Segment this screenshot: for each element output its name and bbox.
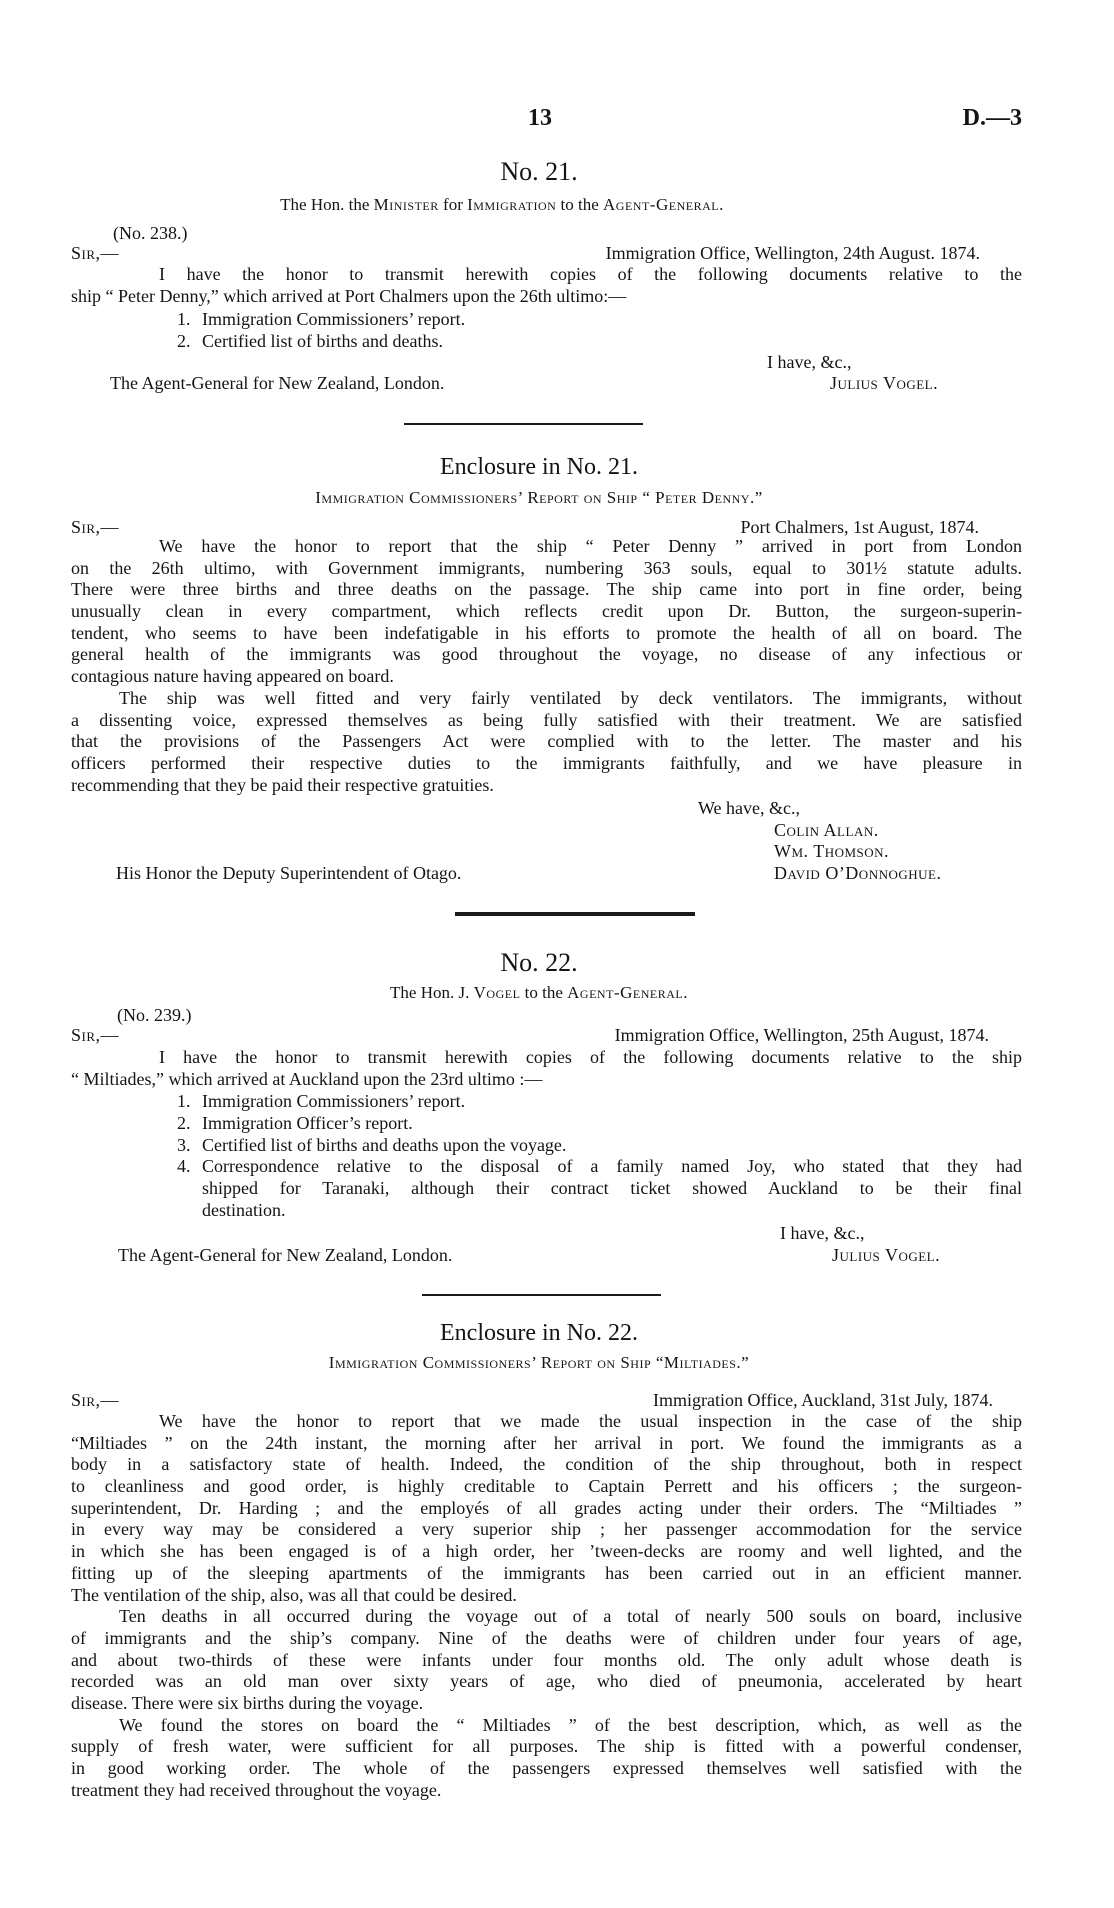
document-list-no22 [177, 1091, 1022, 1222]
text-line: We found the stores on board the “ Miltiades ” of the best description, which, as well as the [119, 1714, 1022, 1735]
list-item-text: Correspondence relative to the disposal of a family named Joy, who stated that they had [202, 1156, 1022, 1177]
list-item-text: Immigration Officer’s report. [202, 1112, 413, 1133]
list-item-text: Immigration Commissioners’ report. [202, 309, 466, 329]
text-line: fitting up of the sleeping apartments of the immigrants has been carried out in an efficient manner. [71, 1562, 1022, 1583]
list-item [177, 1156, 1022, 1221]
closing: I have, &c., [767, 352, 852, 372]
subtitle-part: for [438, 195, 468, 214]
list-item [177, 309, 1022, 331]
paragraph [71, 1411, 1022, 1606]
list-item [177, 1135, 1022, 1157]
letter-ref-no22: (No. 239.) [117, 1005, 192, 1025]
list-item-number: 1. [177, 1091, 191, 1111]
salutation: Sir,— [71, 1390, 120, 1410]
subtitle-part: Minister [373, 195, 439, 214]
list-item [177, 1113, 1022, 1135]
text-line: in every way may be considered a very superior ship ; her passenger accommodation for the service [71, 1519, 1022, 1540]
dateline: Immigration Office, Wellington, 25th August, 1874. [614, 1025, 989, 1045]
letter-subtitle-no21 [71, 194, 933, 216]
list-item-number: 3. [177, 1134, 191, 1155]
paragraph [71, 1047, 1022, 1090]
report-body-enc22 [71, 1411, 1022, 1801]
text-line: recorded was an old man over sixty years of age, who died of pneumonia, accelerated by heart [71, 1671, 1022, 1692]
list-item-text: Certified list of births and deaths upon the voyage. [202, 1134, 567, 1155]
dateline: Port Chalmers, 1st August, 1874. [740, 517, 979, 537]
subtitle-part: Vogel [473, 983, 521, 1002]
letter-body-no21 [71, 264, 1022, 307]
text-line: a dissenting voice, expressed themselves as being fully satisfied with their treatment. We are satisfied [71, 709, 1022, 730]
letter-title-no21: No. 21. [500, 157, 578, 186]
text-line: unusually clean in every compartment, which reflects credit upon Dr. Button, the surgeon-superin- [71, 601, 1022, 622]
paragraph [71, 1715, 1022, 1802]
salutation: Sir,— [71, 517, 120, 537]
enclosure-title-no22: Enclosure in No. 22. [440, 1320, 638, 1346]
text-line: I have the honor to transmit herewith copies of the following documents relative to the ship [159, 1047, 1022, 1067]
text-line: contagious nature having appeared on board. [71, 666, 394, 687]
subtitle-part: Immigration Commissioners’ Report [328, 1353, 593, 1372]
text-line: recommending that they be paid their respective gratuities. [71, 774, 494, 795]
subtitle-part: Immigration Commissioners’ Report [315, 488, 579, 507]
signatory: Colin Allan. [774, 820, 879, 840]
salutation: Sir,— [71, 1025, 120, 1045]
enclosure-subtitle-no22 [71, 1352, 1007, 1374]
closing: We have, &c., [698, 798, 801, 818]
paragraph [71, 264, 1022, 307]
text-line: in which she has been engaged is of a high order, her ’tween-decks are roomy and well lighted, and the [71, 1541, 1022, 1562]
list-item-number: 2. [177, 330, 191, 351]
text-line: We have the honor to report that the ship “ Peter Denny ” arrived in port from London [159, 536, 1022, 556]
list-item [177, 1091, 1022, 1113]
subtitle-part: to the [520, 983, 568, 1002]
text-line: Ten deaths in all occurred during the voyage out of a total of nearly 500 souls on board, inclusive [119, 1606, 1022, 1627]
list-item-number: 2. [177, 1112, 191, 1133]
text-line: There were three births and three deaths on the passage. The ship came into port in fine order, being [71, 579, 1022, 600]
text-line: We have the honor to report that we made the usual inspection in the case of the ship [159, 1411, 1022, 1431]
signatory: David O’Donnoghue. [774, 863, 942, 883]
text-line: disease. There were six births during the voyage. [71, 1692, 424, 1713]
list-item-text: Immigration Commissioners’ report. [202, 1091, 466, 1111]
enclosure-title-no21: Enclosure in No. 21. [440, 454, 638, 480]
document-reference: D.—3 [962, 105, 1022, 131]
list-item-number: 1. [177, 309, 191, 329]
section-divider-thick [455, 912, 695, 916]
text-line: in good working order. The whole of the passengers expressed themselves well satisfied with the [71, 1758, 1022, 1778]
subtitle-part: on Ship “ Peter Denny.” [578, 488, 763, 507]
text-line: officers performed their respective duties to the immigrants faithfully, and we have pleasure in [71, 752, 1022, 773]
dateline: Immigration Office, Wellington, 24th August. 1874. [605, 243, 980, 263]
paragraph [71, 1606, 1022, 1714]
text-line: that the provisions of the Passengers Act were complied with to the letter. The master and his [71, 731, 1022, 752]
text-line: I have the honor to transmit herewith copies of the following documents relative to the [159, 264, 1022, 284]
section-divider [422, 1294, 661, 1296]
enclosure-subtitle-no21 [71, 487, 1007, 509]
text-line: “ Miltiades,” which arrived at Auckland upon the 23rd ultimo :— [71, 1068, 543, 1089]
text-line: on the 26th ultimo, with Government immigrants, numbering 363 souls, equal to 301½ statute adults. [71, 557, 1022, 578]
closing: I have, &c., [780, 1223, 865, 1243]
text-line: treatment they had received throughout the voyage. [71, 1779, 442, 1800]
document-list-no21 [177, 309, 1022, 353]
text-line: and about two-thirds of these were infants under four months old. The only adult whose death is [71, 1649, 1022, 1670]
text-line: The ship was well fitted and very fairly ventilated by deck ventilators. The immigrants, without [119, 687, 1022, 708]
text-line: body in a satisfactory state of health. Indeed, the condition of the ship throughout, both in respect [71, 1454, 1022, 1475]
subtitle-part: to the [556, 195, 604, 214]
list-item-number: 4. [177, 1156, 191, 1177]
text-line: supply of fresh water, were sufficient for all purposes. The ship is fitted with a powerful condenser, [71, 1736, 1022, 1757]
letter-ref-no21: (No. 238.) [113, 223, 188, 243]
list-item-text: destination. [202, 1199, 286, 1220]
addressee: His Honor the Deputy Superintendent of Otago. [116, 863, 462, 883]
letter-subtitle-no22 [71, 982, 1007, 1004]
paragraph [71, 688, 1022, 796]
text-line: The ventilation of the ship, also, was all that could be desired. [71, 1584, 517, 1605]
subtitle-part: on Ship “Miltiades.” [592, 1353, 750, 1372]
page-number: 13 [528, 105, 552, 131]
list-item-text: Certified list of births and deaths. [202, 330, 443, 351]
list-item-text: shipped for Taranaki, although their contract ticket showed Auckland to be their final [202, 1178, 1022, 1199]
subtitle-part: Immigration [467, 195, 557, 214]
list-item [177, 331, 1022, 353]
text-line: ship “ Peter Denny,” which arrived at Port Chalmers upon the 26th ultimo:— [71, 285, 627, 306]
subtitle-part: The Hon. the [280, 195, 374, 214]
subtitle-part: The Hon. J. [390, 983, 474, 1002]
text-line: to cleanliness and good order, is highly creditable to Captain Perrett and his officers ; the surgeon- [71, 1476, 1022, 1497]
signature: Julius Vogel. [830, 373, 939, 393]
text-line: of immigrants and the ship’s company. Nine of the deaths were of children under four years of age, [71, 1627, 1022, 1648]
dateline: Immigration Office, Auckland, 31st July, 1874. [653, 1390, 993, 1410]
subtitle-part: Agent-General. [567, 983, 688, 1002]
signature: Julius Vogel. [832, 1245, 941, 1265]
section-divider [404, 423, 643, 425]
addressee: The Agent-General for New Zealand, London. [118, 1245, 453, 1265]
report-body-enc21 [71, 536, 1022, 796]
salutation: Sir,— [71, 243, 120, 263]
text-line: “Miltiades ” on the 24th instant, the morning after her arrival in port. We found the immigrants as a [71, 1432, 1022, 1453]
paragraph [71, 536, 1022, 688]
text-line: tendent, who seems to have been indefatigable in his efforts to promote the health of all on board. The [71, 622, 1022, 643]
subtitle-part: Agent-General. [603, 195, 724, 214]
text-line: superintendent, Dr. Harding ; and the employés of all grades acting under their orders. The “Miltiades ” [71, 1497, 1022, 1518]
letter-title-no22: No. 22. [500, 948, 578, 977]
letter-body-no22 [71, 1047, 1022, 1090]
signatory: Wm. Thomson. [774, 841, 890, 861]
text-line: general health of the immigrants was good throughout the voyage, no disease of any infectious or [71, 644, 1022, 665]
addressee: The Agent-General for New Zealand, London. [110, 373, 445, 393]
